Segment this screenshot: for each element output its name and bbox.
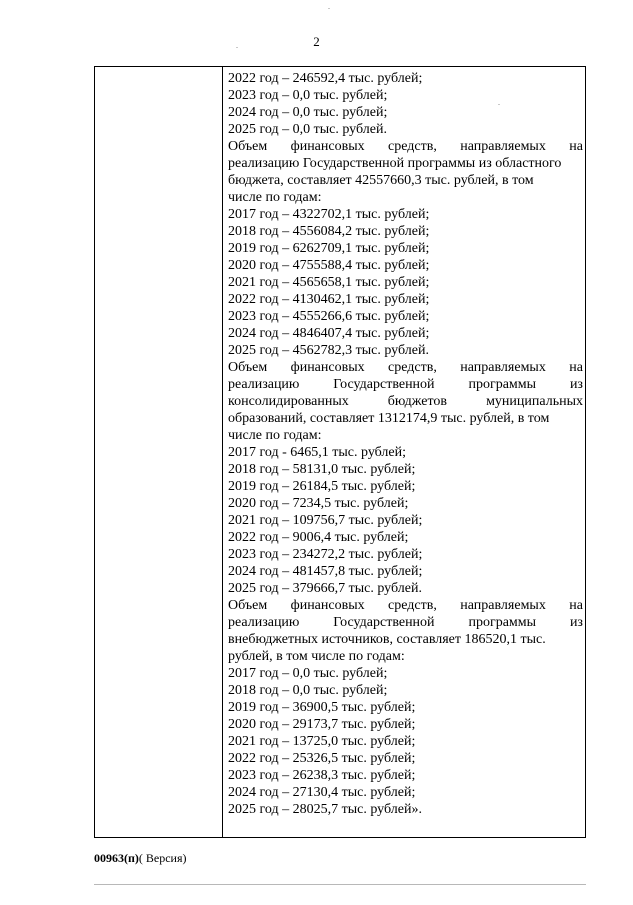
- block2-year-list: [228, 206, 583, 359]
- para-word: на: [569, 598, 583, 613]
- para-line: образований, составляет 1312174,9 тыс. рублей, в том: [228, 411, 550, 426]
- para-word: Объем: [228, 139, 268, 154]
- year-line: 2022 год – 246592,4 тыс. рублей;: [228, 71, 423, 86]
- para-word: направляемых: [460, 139, 546, 154]
- block3-year-list: [228, 444, 583, 597]
- year-line: 2023 год – 234272,2 тыс. рублей;: [228, 547, 423, 562]
- year-line: 2025 год – 379666,7 тыс. рублей.: [228, 581, 422, 596]
- extrabudget-paragraph: [228, 597, 583, 665]
- year-line: 2022 год – 4130462,1 тыс. рублей;: [228, 292, 430, 307]
- year-line: 2023 год – 26238,3 тыс. рублей;: [228, 768, 416, 783]
- para-word: программы: [468, 615, 537, 630]
- year-line: 2022 год – 25326,5 тыс. рублей;: [228, 751, 416, 766]
- year-line: 2019 год – 36900,5 тыс. рублей;: [228, 700, 416, 715]
- para-line: [228, 359, 583, 376]
- year-line: 2019 год – 26184,5 тыс. рублей;: [228, 479, 416, 494]
- year-line: 2024 год – 481457,8 тыс. рублей;: [228, 564, 423, 579]
- para-line: [228, 393, 583, 410]
- para-line: числе по годам:: [228, 190, 322, 205]
- para-line: [228, 376, 583, 393]
- scan-speck: [236, 47, 238, 48]
- para-line: внебюджетных источников, составляет 186520,1 тыс.: [228, 632, 546, 647]
- para-word: программы: [468, 377, 537, 392]
- para-word: финансовых: [290, 598, 365, 613]
- year-line: 2022 год – 9006,4 тыс. рублей;: [228, 530, 409, 545]
- year-line: 2024 год – 27130,4 тыс. рублей;: [228, 785, 416, 800]
- para-word: Государственной: [333, 615, 435, 630]
- page-bottom-rule: [94, 884, 586, 885]
- para-word: Объем: [228, 360, 268, 375]
- para-word: бюджетов: [387, 394, 448, 409]
- para-line: числе по годам:: [228, 428, 322, 443]
- document-code: [94, 851, 187, 866]
- year-line: 2024 год – 0,0 тыс. рублей;: [228, 105, 388, 120]
- para-word: Государственной: [333, 377, 435, 392]
- municipal-budget-paragraph: [228, 359, 583, 444]
- year-line: 2021 год – 13725,0 тыс. рублей;: [228, 734, 416, 749]
- year-line: 2017 год – 0,0 тыс. рублей;: [228, 666, 388, 681]
- para-word: из: [569, 377, 583, 392]
- para-line: [228, 614, 583, 631]
- year-line: 2024 год – 4846407,4 тыс. рублей;: [228, 326, 430, 341]
- para-word: муниципальных: [486, 394, 583, 409]
- table-left-cell: [95, 67, 223, 837]
- para-word: из: [569, 615, 583, 630]
- year-line: 2025 год – 0,0 тыс. рублей.: [228, 122, 387, 137]
- year-line: 2018 год – 58131,0 тыс. рублей;: [228, 462, 416, 477]
- year-line: 2020 год – 7234,5 тыс. рублей;: [228, 496, 409, 511]
- year-line: 2025 год – 28025,7 тыс. рублей».: [228, 802, 422, 817]
- para-word: направляемых: [460, 360, 546, 375]
- block4-year-list: [228, 665, 583, 818]
- year-line: 2023 год – 0,0 тыс. рублей;: [228, 88, 388, 103]
- year-line: 2017 год - 6465,1 тыс. рублей;: [228, 445, 407, 460]
- year-line: 2018 год – 4556084,2 тыс. рублей;: [228, 224, 430, 239]
- para-word: финансовых: [290, 139, 365, 154]
- year-line: 2017 год – 4322702,1 тыс. рублей;: [228, 207, 430, 222]
- year-line: 2021 год – 109756,7 тыс. рублей;: [228, 513, 423, 528]
- para-word: средств,: [388, 139, 437, 154]
- para-word: консолидированных: [228, 394, 349, 409]
- document-code-number: 00963(п): [94, 851, 139, 865]
- scan-speck: [328, 8, 330, 9]
- regional-budget-paragraph: [228, 138, 583, 206]
- para-word: реализацию: [228, 615, 300, 630]
- para-word: на: [569, 139, 583, 154]
- year-line: 2021 год – 4565658,1 тыс. рублей;: [228, 275, 430, 290]
- para-line: [228, 138, 583, 155]
- para-word: средств,: [388, 360, 437, 375]
- para-word: финансовых: [290, 360, 365, 375]
- page-number: 2: [313, 34, 320, 49]
- para-line: [228, 597, 583, 614]
- para-word: Объем: [228, 598, 268, 613]
- para-line: рублей, в том числе по годам:: [228, 649, 405, 664]
- table-right-cell: [228, 70, 583, 818]
- para-word: реализацию: [228, 377, 300, 392]
- year-line: 2019 год – 6262709,1 тыс. рублей;: [228, 241, 430, 256]
- document-version: ( Версия): [138, 851, 187, 865]
- para-line: бюджета, составляет 42557660,3 тыс. рублей, в том: [228, 173, 534, 188]
- year-line: 2018 год – 0,0 тыс. рублей;: [228, 683, 388, 698]
- block1-year-list: [228, 70, 583, 138]
- para-word: направляемых: [460, 598, 546, 613]
- year-line: 2025 год – 4562782,3 тыс. рублей.: [228, 343, 429, 358]
- para-word: на: [569, 360, 583, 375]
- para-line: реализацию Государственной программы из областного: [228, 156, 562, 171]
- financing-table: [94, 66, 586, 838]
- year-line: 2023 год – 4555266,6 тыс. рублей;: [228, 309, 430, 324]
- scan-speck: [498, 104, 500, 105]
- year-line: 2020 год – 4755588,4 тыс. рублей;: [228, 258, 430, 273]
- para-word: средств,: [388, 598, 437, 613]
- year-line: 2020 год – 29173,7 тыс. рублей;: [228, 717, 416, 732]
